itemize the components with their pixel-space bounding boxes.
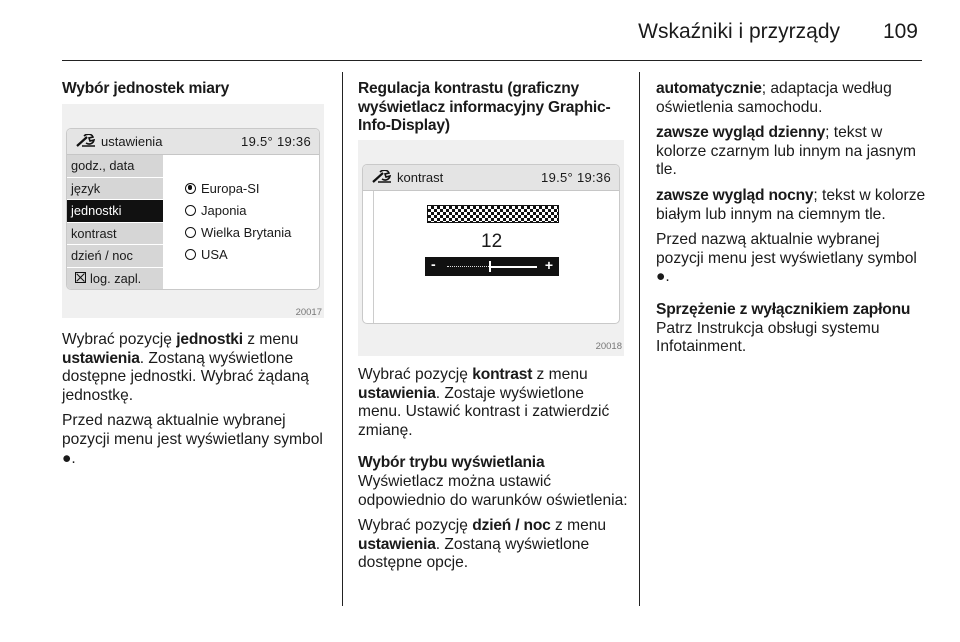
section-title: Wskaźniki i przyrządy: [638, 20, 840, 43]
column-2-text: [358, 366, 630, 580]
text: .: [665, 268, 670, 286]
radio-icon: [185, 205, 196, 216]
screen-title: kontrast: [397, 170, 444, 185]
paragraph: [656, 231, 926, 287]
column-divider: [639, 72, 640, 606]
paragraph: [358, 366, 630, 440]
bold-term: kontrast: [472, 366, 533, 383]
page-header: [0, 0, 960, 60]
section-heading: Wybór jednostek miary: [62, 80, 230, 97]
text: .: [71, 449, 76, 467]
settings-menu: [67, 155, 163, 290]
screen-frame-line: [373, 191, 374, 324]
plus-icon[interactable]: +: [544, 257, 553, 273]
option-label: Europa-SI: [201, 180, 260, 196]
option-usa[interactable]: [185, 243, 291, 265]
text: Przed nazwą aktualnie wybranej pozycji menu jest wyświetlany symbol: [62, 412, 323, 448]
text: ; adaptacja według oświetlenia samochodu.: [656, 80, 892, 116]
bold-term: ustawienia: [358, 535, 436, 553]
bold-term: dzień / noc: [472, 517, 551, 535]
bullet-symbol: ●: [62, 449, 72, 467]
paragraph: Wyświetlacz można ustawić odpowiednio do warunków oświetlenia:: [358, 472, 628, 509]
temperature-clock: 19.5° 19:36: [541, 170, 611, 185]
paragraph: [656, 80, 926, 117]
slider-knob[interactable]: [489, 261, 491, 272]
bold-term: zawsze wygląd nocny: [656, 186, 814, 204]
paragraph: [656, 187, 926, 224]
figure-contrast: [358, 140, 624, 356]
paragraph: [62, 331, 334, 405]
radio-selected-icon: [185, 183, 196, 194]
contrast-pattern: [427, 205, 559, 223]
contrast-slider[interactable]: [425, 257, 559, 276]
radio-icon: [185, 227, 196, 238]
display-screen: [66, 128, 320, 290]
menu-item-label: log. zapl.: [90, 270, 142, 286]
section-heading: Regulacja kontrastu (graficzny wyświetlacz informacyjny Graphic-Info-Display): [358, 80, 611, 135]
option-label: Wielka Brytania: [201, 224, 292, 240]
bold-term: automatycznie: [656, 80, 762, 97]
menu-item-logout[interactable]: [67, 268, 163, 291]
paragraph: Patrz Instrukcja obsługi systemu Infotainment.: [656, 319, 880, 356]
bold-term: ustawienia: [62, 349, 140, 367]
text: z menu: [550, 517, 607, 535]
bullet-symbol: ●: [656, 268, 666, 286]
minus-icon[interactable]: -: [431, 256, 436, 272]
column-1-text: [62, 331, 334, 475]
column-3: [656, 80, 926, 364]
page-number: 109: [882, 20, 918, 43]
column-1: [62, 80, 332, 99]
column-2: [358, 80, 630, 136]
sub-heading: Wybór trybu wyświetlania: [358, 454, 545, 472]
text: ; tekst w kolorze białym lub innym na ciemnym tle.: [656, 186, 926, 223]
screen-title-bar: [363, 165, 619, 191]
paragraph: [358, 517, 630, 573]
option-europa-si[interactable]: [185, 177, 291, 199]
figure-units: [62, 104, 324, 318]
text: Wybrać pozycję: [358, 517, 473, 535]
option-japonia[interactable]: [185, 199, 291, 221]
units-options: [185, 177, 291, 265]
screen-title-bar: [67, 129, 319, 155]
menu-item-time-date[interactable]: godz., data: [67, 155, 163, 178]
menu-item-day-night[interactable]: dzień / noc: [67, 245, 163, 268]
contrast-value: 12: [481, 231, 503, 252]
text: z menu: [242, 331, 299, 348]
display-screen: [362, 164, 620, 324]
bold-term: jednostki: [176, 331, 243, 348]
menu-item-language[interactable]: język: [67, 178, 163, 201]
bold-term: zawsze wygląd dzienny: [656, 124, 826, 142]
text: Przed nazwą aktualnie wybranej pozycji menu jest wyświetlany symbol: [656, 231, 917, 267]
text: Wybrać pozycję: [62, 331, 177, 348]
figure-number: 20017: [295, 307, 322, 318]
checkbox-crossed-icon: [75, 272, 86, 283]
slider-fill: [491, 266, 537, 268]
bold-term: ustawienia: [358, 384, 436, 402]
text: ; tekst w kolorze czarnym lub innym na jasnym tle.: [656, 124, 916, 179]
option-label: Japonia: [201, 202, 247, 218]
column-divider: [342, 72, 343, 606]
text: . Zostaną wyświetlone dostępne opcje.: [358, 535, 590, 572]
paragraph: [656, 124, 926, 180]
option-wielka-brytania[interactable]: [185, 221, 291, 243]
menu-item-contrast[interactable]: kontrast: [67, 223, 163, 246]
menu-item-units[interactable]: jednostki: [67, 200, 163, 223]
text: Wybrać pozycję: [358, 366, 473, 383]
screen-title: ustawienia: [101, 134, 163, 149]
paragraph: [62, 412, 334, 468]
section-heading: Sprzężenie z wyłącznikiem zapłonu: [656, 300, 911, 318]
header-rule: [62, 60, 922, 61]
text: z menu: [532, 366, 588, 383]
option-label: USA: [201, 246, 228, 262]
text: . Zostaje wyświetlone menu. Ustawić kontrast i zatwierdzić zmianę.: [358, 384, 610, 439]
text: . Zostaną wyświetlone dostępne jednostki. Wybrać żądaną jednostkę.: [62, 349, 309, 404]
wrench-icon: [371, 170, 393, 184]
figure-number: 20018: [595, 341, 622, 352]
wrench-icon: [75, 134, 97, 148]
radio-icon: [185, 249, 196, 260]
temperature-clock: 19.5° 19:36: [241, 134, 311, 149]
